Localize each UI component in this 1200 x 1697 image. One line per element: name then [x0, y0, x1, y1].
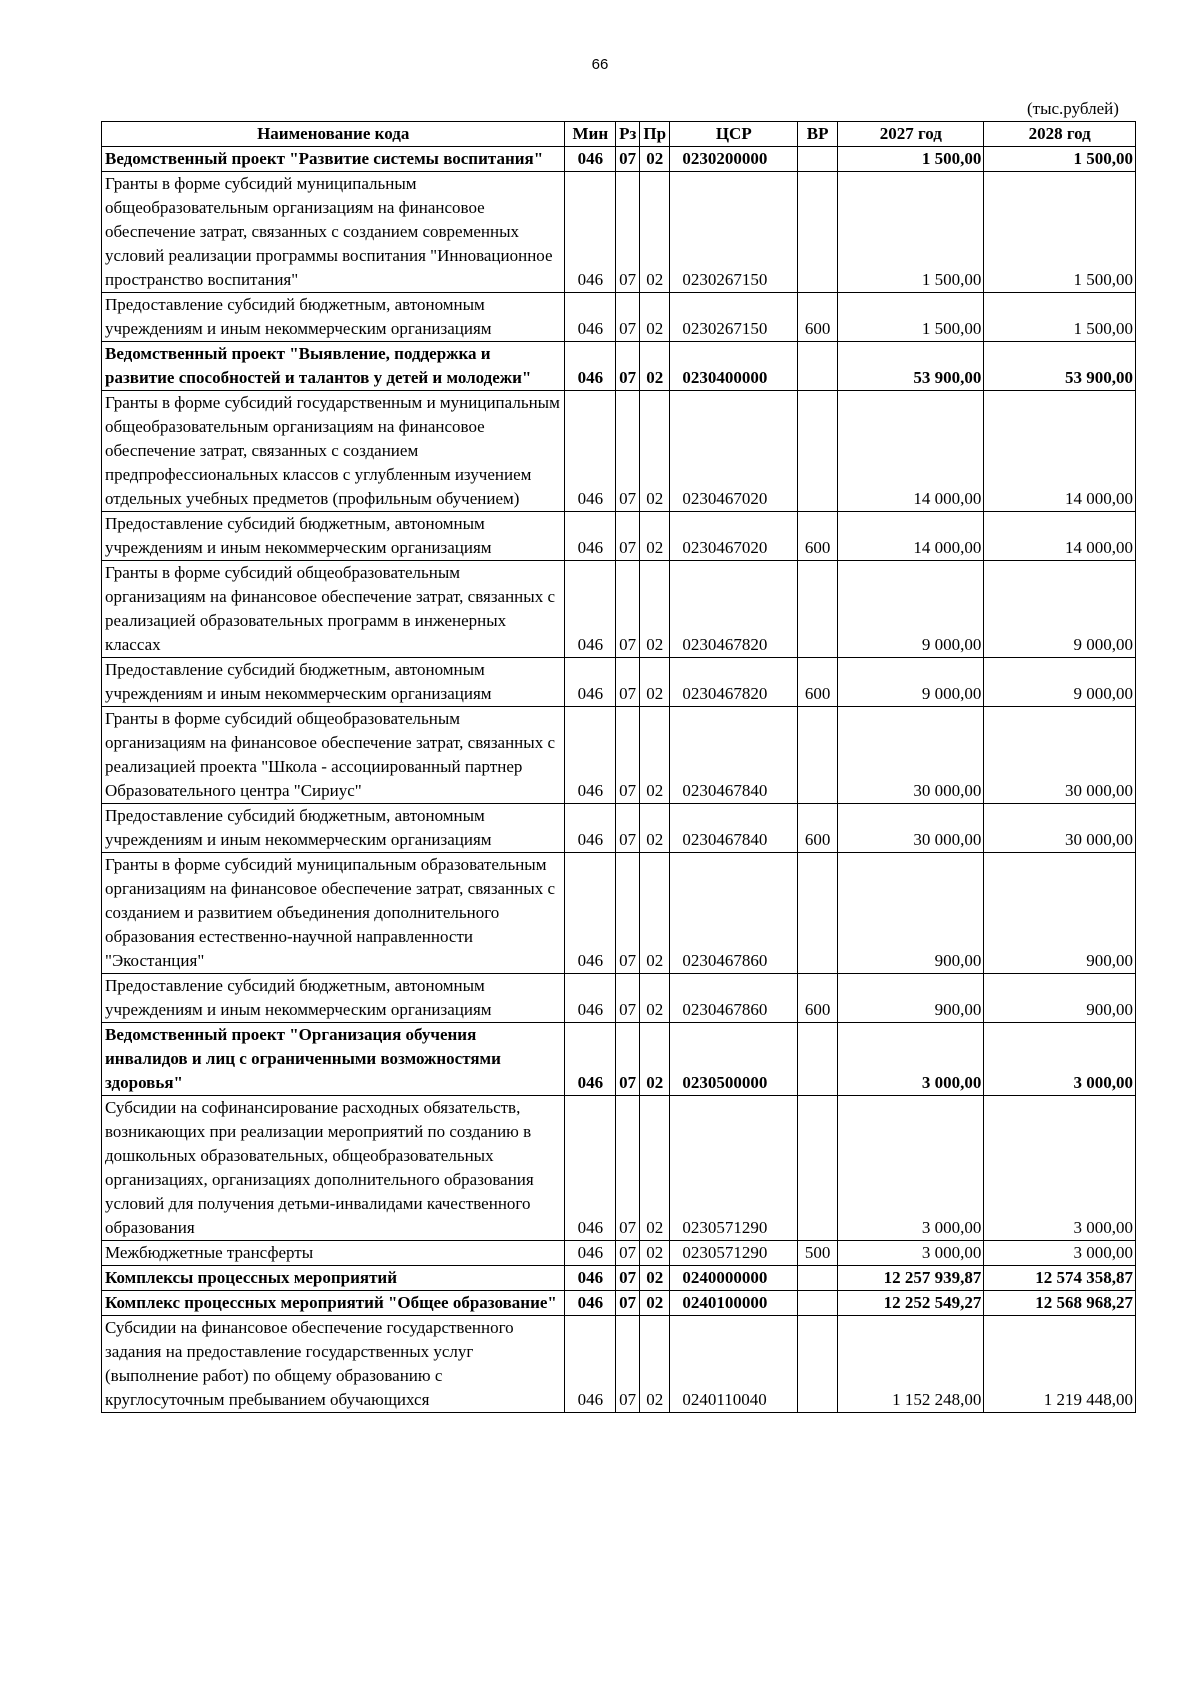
header-2028: 2028 год: [984, 122, 1136, 147]
cell-min: 046: [565, 1316, 616, 1413]
cell-name: Предоставление субсидий бюджетным, автономным учреждениям и иным некоммерческим организациям: [102, 293, 565, 342]
cell-rz: 07: [616, 1096, 640, 1241]
cell-csr: 0230467840: [670, 804, 798, 853]
cell-rz: 07: [616, 1291, 640, 1316]
cell-rz: 07: [616, 172, 640, 293]
header-2027: 2027 год: [838, 122, 984, 147]
cell-rz: 07: [616, 804, 640, 853]
header-pr: Пр: [640, 122, 670, 147]
cell-name: Ведомственный проект "Развитие системы воспитания": [102, 147, 565, 172]
cell-vr: [798, 561, 838, 658]
cell-pr: 02: [640, 974, 670, 1023]
cell-2028: 9 000,00: [984, 561, 1136, 658]
cell-vr: [798, 172, 838, 293]
cell-2027: 14 000,00: [838, 391, 984, 512]
table-row: [102, 707, 1136, 804]
cell-csr: 0230467020: [670, 391, 798, 512]
cell-csr: 0230467820: [670, 561, 798, 658]
cell-vr: [798, 147, 838, 172]
header-vr: ВР: [798, 122, 838, 147]
cell-min: 046: [565, 658, 616, 707]
cell-2028: 53 900,00: [984, 342, 1136, 391]
cell-rz: 07: [616, 391, 640, 512]
cell-csr: 0230467820: [670, 658, 798, 707]
cell-pr: 02: [640, 853, 670, 974]
cell-pr: 02: [640, 804, 670, 853]
units-label: (тыс.рублей): [1027, 99, 1119, 118]
cell-2028: 3 000,00: [984, 1096, 1136, 1241]
cell-2027: 1 152 248,00: [838, 1316, 984, 1413]
cell-min: 046: [565, 293, 616, 342]
cell-csr: 0230467860: [670, 974, 798, 1023]
header-min: Мин: [565, 122, 616, 147]
cell-rz: 07: [616, 512, 640, 561]
cell-vr: [798, 1096, 838, 1241]
cell-name: Предоставление субсидий бюджетным, автономным учреждениям и иным некоммерческим организациям: [102, 512, 565, 561]
cell-2027: 1 500,00: [838, 293, 984, 342]
cell-pr: 02: [640, 342, 670, 391]
cell-pr: 02: [640, 658, 670, 707]
cell-2027: 9 000,00: [838, 561, 984, 658]
table-row: [102, 1023, 1136, 1096]
cell-pr: 02: [640, 707, 670, 804]
cell-2028: 9 000,00: [984, 658, 1136, 707]
header-rz: Рз: [616, 122, 640, 147]
cell-2028: 1 219 448,00: [984, 1316, 1136, 1413]
cell-pr: 02: [640, 1316, 670, 1413]
cell-name: Гранты в форме субсидий общеобразовательным организациям на финансовое обеспечение затрат, связанных с реализацией проекта "Школа - ассоциированный партнер Образовательного центра "Сириус": [102, 707, 565, 804]
cell-csr: 0230467020: [670, 512, 798, 561]
cell-2028: 1 500,00: [984, 147, 1136, 172]
cell-2027: 12 257 939,87: [838, 1266, 984, 1291]
cell-pr: 02: [640, 1291, 670, 1316]
cell-min: 046: [565, 512, 616, 561]
table-row: [102, 147, 1136, 172]
cell-rz: 07: [616, 1266, 640, 1291]
cell-min: 046: [565, 1096, 616, 1241]
cell-rz: 07: [616, 853, 640, 974]
cell-rz: 07: [616, 707, 640, 804]
cell-min: 046: [565, 172, 616, 293]
table-row: [102, 293, 1136, 342]
cell-min: 046: [565, 391, 616, 512]
cell-name: Комплекс процессных мероприятий "Общее образование": [102, 1291, 565, 1316]
cell-vr: 500: [798, 1241, 838, 1266]
table-body: [102, 147, 1136, 1413]
cell-2027: 3 000,00: [838, 1241, 984, 1266]
cell-vr: 600: [798, 293, 838, 342]
cell-2027: 14 000,00: [838, 512, 984, 561]
cell-vr: 600: [798, 512, 838, 561]
cell-min: 046: [565, 707, 616, 804]
cell-rz: 07: [616, 1316, 640, 1413]
cell-csr: 0230500000: [670, 1023, 798, 1096]
table-row: [102, 1291, 1136, 1316]
cell-csr: 0240110040: [670, 1316, 798, 1413]
header-name: Наименование кода: [102, 122, 565, 147]
cell-2028: 12 568 968,27: [984, 1291, 1136, 1316]
cell-2028: 3 000,00: [984, 1241, 1136, 1266]
table-row: [102, 1266, 1136, 1291]
cell-name: Гранты в форме субсидий государственным и муниципальным общеобразовательным организациям на финансовое обеспечение затрат, связанных с созданием предпрофессиональных классов с углубленным изучением отдельных учебных предметов (профильным обучением): [102, 391, 565, 512]
cell-min: 046: [565, 974, 616, 1023]
cell-csr: 0230267150: [670, 293, 798, 342]
cell-2027: 900,00: [838, 853, 984, 974]
table-row: [102, 804, 1136, 853]
cell-name: Гранты в форме субсидий муниципальным образовательным организациям на финансовое обеспечение затрат, связанных с созданием и развитием объединения дополнительного образования естественно-научной направленности "Экостанция": [102, 853, 565, 974]
cell-pr: 02: [640, 391, 670, 512]
table-row: [102, 1241, 1136, 1266]
cell-rz: 07: [616, 147, 640, 172]
cell-csr: 0230571290: [670, 1096, 798, 1241]
table-row: [102, 172, 1136, 293]
cell-rz: 07: [616, 561, 640, 658]
cell-csr: 0230467860: [670, 853, 798, 974]
cell-rz: 07: [616, 1241, 640, 1266]
cell-vr: [798, 391, 838, 512]
table-header-row: [102, 122, 1136, 147]
cell-2027: 9 000,00: [838, 658, 984, 707]
cell-csr: 0230267150: [670, 172, 798, 293]
cell-rz: 07: [616, 1023, 640, 1096]
budget-table: [101, 121, 1136, 1413]
cell-name: Комплексы процессных мероприятий: [102, 1266, 565, 1291]
cell-2028: 14 000,00: [984, 391, 1136, 512]
cell-name: Межбюджетные трансферты: [102, 1241, 565, 1266]
cell-2028: 1 500,00: [984, 172, 1136, 293]
cell-min: 046: [565, 1266, 616, 1291]
cell-2027: 30 000,00: [838, 707, 984, 804]
cell-name: Гранты в форме субсидий общеобразовательным организациям на финансовое обеспечение затрат, связанных с реализацией образовательных программ в инженерных классах: [102, 561, 565, 658]
cell-vr: [798, 853, 838, 974]
cell-min: 046: [565, 853, 616, 974]
cell-2028: 30 000,00: [984, 707, 1136, 804]
cell-min: 046: [565, 1291, 616, 1316]
cell-min: 046: [565, 561, 616, 658]
cell-vr: [798, 707, 838, 804]
cell-min: 046: [565, 147, 616, 172]
cell-2027: 1 500,00: [838, 172, 984, 293]
cell-min: 046: [565, 1241, 616, 1266]
cell-2028: 12 574 358,87: [984, 1266, 1136, 1291]
cell-csr: 0230467840: [670, 707, 798, 804]
table-row: [102, 391, 1136, 512]
cell-csr: 0240100000: [670, 1291, 798, 1316]
cell-name: Субсидии на софинансирование расходных обязательств, возникающих при реализации мероприятий по созданию в дошкольных образовательных, общеобразовательных организациях, организациях дополнительного образования условий для получения детьми-инвалидами качественного образования: [102, 1096, 565, 1241]
cell-2027: 53 900,00: [838, 342, 984, 391]
cell-2027: 1 500,00: [838, 147, 984, 172]
cell-2027: 12 252 549,27: [838, 1291, 984, 1316]
table-row: [102, 1096, 1136, 1241]
cell-vr: [798, 342, 838, 391]
cell-csr: 0230400000: [670, 342, 798, 391]
cell-pr: 02: [640, 561, 670, 658]
cell-2027: 900,00: [838, 974, 984, 1023]
cell-rz: 07: [616, 658, 640, 707]
cell-vr: [798, 1316, 838, 1413]
cell-min: 046: [565, 342, 616, 391]
page-number: 66: [591, 56, 609, 73]
cell-csr: 0240000000: [670, 1266, 798, 1291]
cell-rz: 07: [616, 342, 640, 391]
table-row: [102, 561, 1136, 658]
cell-2028: 14 000,00: [984, 512, 1136, 561]
cell-name: Предоставление субсидий бюджетным, автономным учреждениям и иным некоммерческим организациям: [102, 974, 565, 1023]
cell-pr: 02: [640, 1241, 670, 1266]
cell-vr: [798, 1266, 838, 1291]
cell-rz: 07: [616, 293, 640, 342]
cell-vr: 600: [798, 804, 838, 853]
cell-csr: 0230200000: [670, 147, 798, 172]
cell-name: Гранты в форме субсидий муниципальным общеобразовательным организациям на финансовое обеспечение затрат, связанных с созданием современных условий реализации программы воспитания "Инновационное пространство воспитания": [102, 172, 565, 293]
cell-2027: 3 000,00: [838, 1096, 984, 1241]
cell-name: Ведомственный проект "Организация обучения инвалидов и лиц с ограниченными возможностями здоровья": [102, 1023, 565, 1096]
cell-vr: [798, 1291, 838, 1316]
cell-name: Субсидии на финансовое обеспечение государственного задания на предоставление государственных услуг (выполнение работ) по общему образованию с круглосуточным пребыванием обучающихся: [102, 1316, 565, 1413]
cell-name: Предоставление субсидий бюджетным, автономным учреждениям и иным некоммерческим организациям: [102, 658, 565, 707]
cell-vr: 600: [798, 658, 838, 707]
table-row: [102, 1316, 1136, 1413]
cell-csr: 0230571290: [670, 1241, 798, 1266]
table-row: [102, 658, 1136, 707]
cell-pr: 02: [640, 1096, 670, 1241]
cell-2028: 30 000,00: [984, 804, 1136, 853]
cell-min: 046: [565, 1023, 616, 1096]
cell-pr: 02: [640, 1023, 670, 1096]
cell-2028: 3 000,00: [984, 1023, 1136, 1096]
cell-pr: 02: [640, 293, 670, 342]
table-row: [102, 853, 1136, 974]
table-row: [102, 512, 1136, 561]
cell-2027: 30 000,00: [838, 804, 984, 853]
table-row: [102, 342, 1136, 391]
cell-vr: 600: [798, 974, 838, 1023]
cell-name: Ведомственный проект "Выявление, поддержка и развитие способностей и талантов у детей и молодежи": [102, 342, 565, 391]
cell-pr: 02: [640, 512, 670, 561]
cell-2027: 3 000,00: [838, 1023, 984, 1096]
cell-name: Предоставление субсидий бюджетным, автономным учреждениям и иным некоммерческим организациям: [102, 804, 565, 853]
cell-pr: 02: [640, 1266, 670, 1291]
header-csr: ЦСР: [670, 122, 798, 147]
cell-vr: [798, 1023, 838, 1096]
cell-pr: 02: [640, 172, 670, 293]
cell-rz: 07: [616, 974, 640, 1023]
cell-pr: 02: [640, 147, 670, 172]
cell-2028: 900,00: [984, 853, 1136, 974]
cell-2028: 900,00: [984, 974, 1136, 1023]
table-row: [102, 974, 1136, 1023]
cell-min: 046: [565, 804, 616, 853]
cell-2028: 1 500,00: [984, 293, 1136, 342]
